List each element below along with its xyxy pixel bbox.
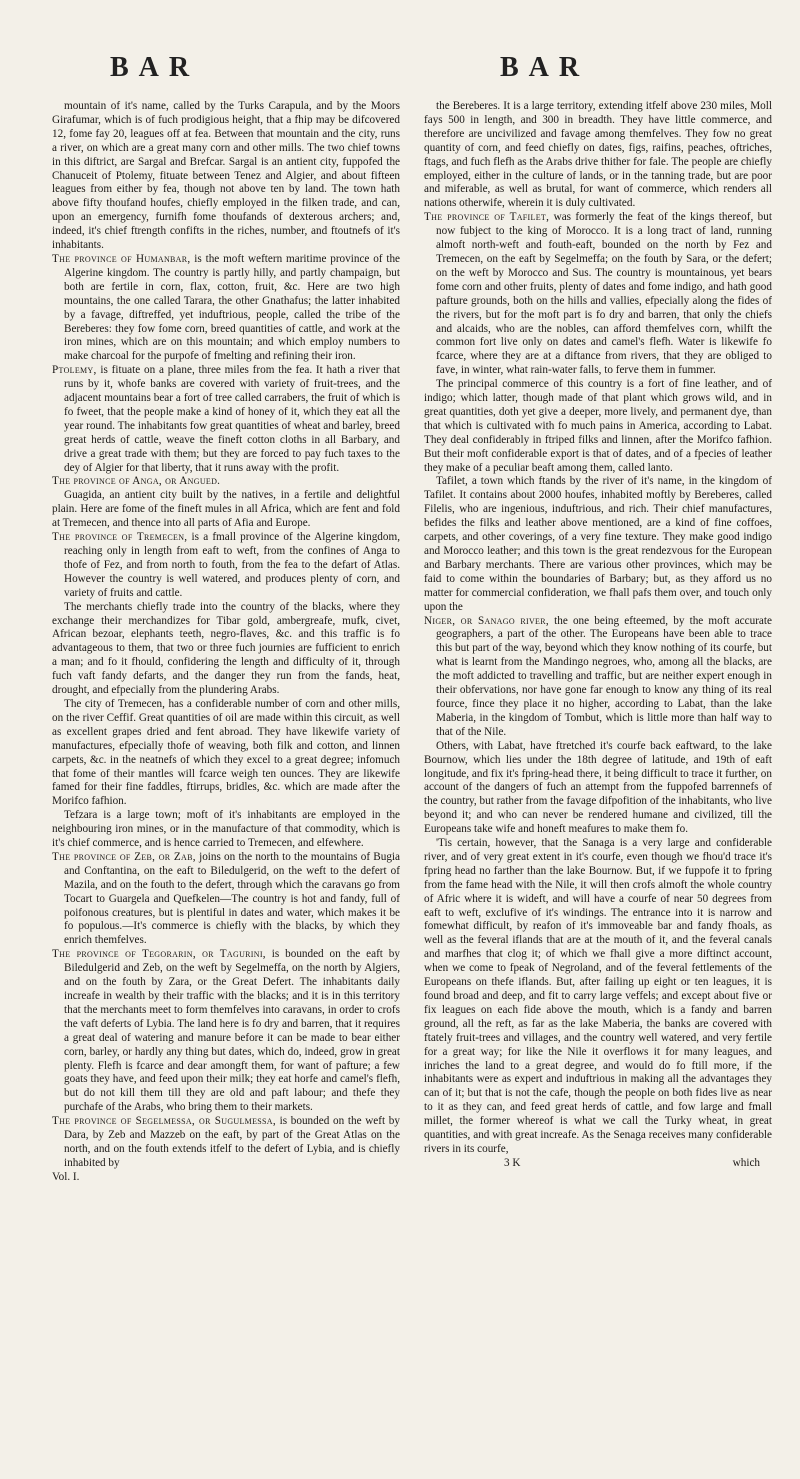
entry-heading: The province of Tremecen, xyxy=(52,531,188,544)
paragraph-text: is the moft weftern maritime province of the Algerine kingdom. The country is partly hilly, and partly champaign, but both are fertile in corn, flax, cotton, fruit, &c. Here are two high mountains, the one called Tarara, the other Gnathafus; the latter inhabited by a favage, diftreffed, yet induftrious, people, called the tribe of the Bereberes: they fow fome corn, breed quantities of cattle, and work at the iron mines, which are on this mountain; and which employ numbers to make charcoal for the purpofe of fmelting and refining their iron. xyxy=(64,252,400,363)
paragraph xyxy=(52,601,400,698)
volume-mark: Vol. I. xyxy=(52,1170,80,1183)
catchword: which xyxy=(732,1156,760,1169)
paragraph-text: mountain of it's name, called by the Turks Carapula, and by the Moors Girafumar, which is of fuch prodigious height, that a fhip may be difcovered 12, fome fay 20, leagues off at fea. Between that mountain and the city, runs a river, on which are a great many corn and other mills. The two chief towns in this diftrict, are Sargal and Brefcar. Sargal is an antient city, fuppofed the Chanuceit of Ptolemy, fituate between Tenez and Algier, and about fifteen leagues from either by fea, though not above ten by land. The town hath above fifty thoufand houfes, chiefly employed in the filken trade, and can, upon an emergency, furnifh fome thoufands of dexterous archers; and, indeed, it's chief ftrength confifts in the riches, number, and ftoutnefs of it's inhabitants. xyxy=(52,100,400,252)
paragraph xyxy=(424,740,772,837)
gazetteer-entry xyxy=(52,364,400,475)
paragraph-text: 'Tis certain, however, that the Sanaga is a very large and confiderable river, and of very great extent in it's courfe, even though we fhou'd trace it's fpring head no farther than the lake Bournow. But, if we fuppofe it to fpring from the fame head with the Nile, it will then crofs almoft the whole country of Afric where it is wideft, and will have a courfe of near 50 degrees from eaft to weft, exclufive of it's windings. The entrance into it is narrow and fomewhat difficult, by reafon of it's immoveable bar and fandy fhoals, as well as the feveral iflands that are at the mouth of it, and the feveral canals and marfhes that clog it; of which we fhall give a more diftinct account, when we come to fpeak of Negroland, and of the feveral fettlements of the Europeans on thefe iflands. But, after failing up eight or ten leagues, it is found broad and deep, and fit to carry large veffels; and except about five or fix leagues on each fide above the mouth, which is a fandy and barren ground, all the reft, as far as the lake Maberia, the banks are covered with ftately fruit-trees and villages, and the country well watered, and very fertile for a great way; for like the Nile it overflows it for many leagues, and inriches the land to a great degree, and would do fo ftill more, if the inhabitants were as expert and induftrious in making all the advantages they can of it; but that is not the cafe, though the people on both fides live as near to it as they can, and feed great herds of cattle, and fow large and fmall millet, the former whereof is what we call the Turky wheat, in great quantities, and with great increafe. As the Senaga receives many confiderable rivers in its courfe, xyxy=(424,837,772,1155)
paragraph-text: is a fmall province of the Algerine kingdom, reaching only in length from eaft to weft, from the confines of Anga to thofe of Fez, and from north to fouth, from the fea to the defart of Atlas. However the country is well watered, and produces plenty of corn, and variety of fruits and cattle. xyxy=(64,531,400,599)
paragraph-text: Tefzara is a large town; moft of it's inhabitants are employed in the neighbouring iron mines, or in the manufacture of that commodity, which is it's chief commerce, and is hence carried to Tremecen, and elfewhere. xyxy=(52,809,400,850)
paragraph-text: Others, with Labat, have ftretched it's courfe back eaftward, to the lake Bournow, which lies under the 18th degree of latitude, and 19th of eaft longitude, and fix it's fpring-head there, it being difficult to trace it further, on account of the dangers of fuch an attempt from the fuppofed barrennefs of the country, but rather from the favage difpofition of the inhabitants, who live beyond it; and who can never be rendered humane and civilized, till the Europeans take wife and honeft meafures to make them fo. xyxy=(424,739,772,836)
entry-heading: The province of Zeb, or Zab, xyxy=(52,850,196,863)
running-head-right: BAR xyxy=(500,52,590,83)
gazetteer-entry xyxy=(424,211,772,378)
paragraph-text: joins on the north to the mountains of Bugia and Conftantina, on the eaft to Biledulgerid, on the weft to the defert of Mazila, and on the fouth to the defert, through which the caravans go from Tocart to Guargela and Quefkelen—The country is hot and fandy, full of poifonous creatures, but is plentiful in dates and water, which makes it be fo populous.—It's commerce is chiefly with the blacks, by which they enrich themfelves. xyxy=(64,850,400,947)
paragraph-text: the Bereberes. It is a large territory, extending itfelf above 230 miles, Moll fays 500 in length, and 300 in breadth. They have little commerce, and therefore are uncivilized and favage among themfelves. They fow no great quantity of corn, and feed chiefly on dates, figs, raifins, peaches, oftriches, ftags, and fuch flefh as the Arabs drive thither for fale. The people are chiefly employed, either in the culture of lands, or in the tanning trade, but are poor and miferable, as well as brutal, for want of commerce, which renders all nations otherwife, wherein it is duly cultivated. xyxy=(424,100,772,210)
entry-heading: The province of Tafilet, xyxy=(424,211,550,224)
left-footer xyxy=(52,1171,400,1185)
paragraph-text: Guagida, an antient city built by the natives, in a fertile and delightful plain. Here are fome of the fineft mules in all Africa, which are fent and fold at Tremecen, and thence into all parts of Afia and Europe. xyxy=(52,489,400,530)
paragraph-text: The merchants chiefly trade into the country of the blacks, where they exchange their merchandizes for Tibar gold, ambergreafe, mufk, civet, African bezoar, elephants teeth, negro-flaves, &c. and this traffic is fo advantageous to them, that two or three fuch journies are fufficient to enrich a man; and fo it fhould, confidering the length and difficulty of it, through fuch vaft fandy defarts, and the danger they run from the fands, heat, drought, and efpecially from the plundering Arabs. xyxy=(52,600,400,697)
paragraph-text: the one being efteemed, by the moft accurate geographers, a part of the other. The Europeans have been able to trace this but part of the way, beyond which they know nothing of its courfe, but what is learnt from the Mandingo negroes, who, among all the blacks, are the moft addicted to travelling and traffic, but are neither expert enough in their obfervations, nor have gone far enough to know any thing of its real fource, fince they place it no higher, according to Labat, than the lake Maberia, in the kingdom of Tombut, which is little more than half way to that of the Nile. xyxy=(436,614,772,738)
paragraph-text: is fituate on a plane, three miles from the fea. It hath a river that runs by it, whofe banks are covered with variety of fruit-trees, and the adjacent mountains bear a fort of tree called carrabers, the fruit of which is fo fweet, that the people make a kind of honey of it, which they eat all the year round. The inhabitants fow great quantities of wheat and barley, breed great herds of cattle, weave the fineft cotton cloths in all Barbary, and drive a great trade with them; but they are forced to pay fuch taxes to the dey of Algier for that liberty, that it runs away with the profit. xyxy=(64,364,400,474)
paragraph-text: The principal commerce of this country is a fort of fine leather, and of indigo; which latter, though made of that plant which grows wild, and in great quantities, doth yet give a deeper, more lively, and permanent dye, than that which is cultivated with fo much pains in America, according to Labat. They deal confiderably in ftriped filks and linnen, after the Morifco fafhion. But their moft confiderable export is that of dates, and of a fpecies of leather they make of a peculiar beaft among them, called lanto. xyxy=(424,378,772,474)
paragraph xyxy=(424,837,772,1157)
signature-mark: 3 K xyxy=(504,1156,521,1169)
text-columns xyxy=(52,100,772,1459)
gazetteer-entry xyxy=(52,253,400,364)
entry-heading: The province of Tegorarin, or Tagurini, xyxy=(52,948,266,961)
gazetteer-entry xyxy=(52,475,400,489)
paragraph xyxy=(52,809,400,851)
entry-heading: The province of Segelmessa, or Sugulmessa, xyxy=(52,1115,276,1128)
paragraph xyxy=(52,698,400,809)
paragraph-text: is bounded on the weft by Dara, by Zeb and Mazzeb on the eaft, by part of the Great Atlas on the north, and on the fouth extends itfelf to the defert of Lybia, and is chiefly inhabited by xyxy=(64,1115,400,1169)
entry-heading: The province of Humanbar, xyxy=(52,252,191,265)
gazetteer-entry xyxy=(424,615,772,740)
paragraph xyxy=(52,100,400,253)
gazetteer-entry xyxy=(52,1115,400,1171)
paragraph-text: is bounded on the eaft by Biledulgerid and Zeb, on the weft by Segelmeffa, on the north by Algiers, and on the fouth by Zara, or the Great Defert. The inhabitants daily increafe in wealth by their traffic with the blacks; and it is in this territory that the merchants meet to form themfelves into caravans, in order to crofs the vaft deferts of Lybia. The land here is fo dry and barren, that it requires a great deal of watering and manure before it can be made to bear either corn, barley, or hardly any thing but dates, which do, indeed, grow in great plenty. Flefh is fcarce and dear amongft them, for want of pafture; a few goats they have, and feed upon their milk; they eat horfe and camel's flefh, but do not kill them till they are old and paft labour; and thefe they purchafe of the Arabs, who bring them to their markets. xyxy=(64,948,400,1114)
paragraph xyxy=(424,378,772,475)
left-column xyxy=(52,100,400,1459)
paragraph xyxy=(424,100,772,211)
right-footer xyxy=(424,1157,772,1171)
gazetteer-entry xyxy=(52,851,400,948)
paragraph-text: was formerly the feat of the kings thereof, but now fubject to the king of Morocco. It is a long tract of land, running almoft north-weft and fouth-eaft, bounded on the north by Fez and Tremecen, on the eaft by Segelmeffa; on the fouth by Sara, or the defert; on the weft by Morocco and Sus. The country is mountainous, yet bears fome corn and other fruits, plenty of dates and fome indigo, and hath good pafture grounds, both on the hills and vallies, efpecially along the fides of the rivers, but for the moft part is fo dry and barren, that only the chiefs and alcaids, who are the nobles, can afford themfelves corn, whilft the common fort live only on dates and camel's flefh. Water is likewife fo fcarce, where they are at a diftance from rivers, that they are obliged to fave, in winter, what rain-water falls, to ferve them in fummer. xyxy=(436,211,772,377)
paragraph xyxy=(424,475,772,614)
running-head-left: BAR xyxy=(110,52,200,83)
entry-heading: Niger, or Sanago river, xyxy=(424,614,549,627)
paragraph-text: The city of Tremecen, has a confiderable number of corn and other mills, on the river Ceffif. Great quantities of oil are made within this circuit, as well as excellent grapes dried and fent abroad. They have likewife variety of manufactures, efpecially thofe of weaving, both filk and cotton, and linnen carpets, &c. in the neatnefs of which they excel to a great degree; infomuch that fome of their mantles will fcarce weigh ten ounces. They are likewife famed for their fine faddles, ftirrups, bridles, &c. which are made after the Morifco fafhion. xyxy=(52,697,400,808)
paragraph xyxy=(52,489,400,531)
entry-heading: The province of Anga, or Angued. xyxy=(52,475,221,488)
gazetteer-entry xyxy=(52,948,400,1115)
paragraph-text: Tafilet, a town which ftands by the river of it's name, in the kingdom of Tafilet. It contains about 2000 houfes, inhabited moftly by Bereberes, called Filelis, who are ingenious, induftrious, and rich. Their chief manufactures, befides the filks and leather above mentioned, are a kind of fine coffoes, carpets, and other coverings, of a very fine texture. They make good indigo and Morocco leather; and this town is the great rendezvous for the European and Barbary merchants. There are various other provinces, which may be faid to come within the boundaries of Barbary; but, as they afford us no matter for commercial confideration, we fhall pafs them over, and touch only upon the xyxy=(424,475,772,613)
entry-heading: Ptolemy, xyxy=(52,364,97,377)
gazetteer-entry xyxy=(52,531,400,601)
right-column xyxy=(424,100,772,1459)
